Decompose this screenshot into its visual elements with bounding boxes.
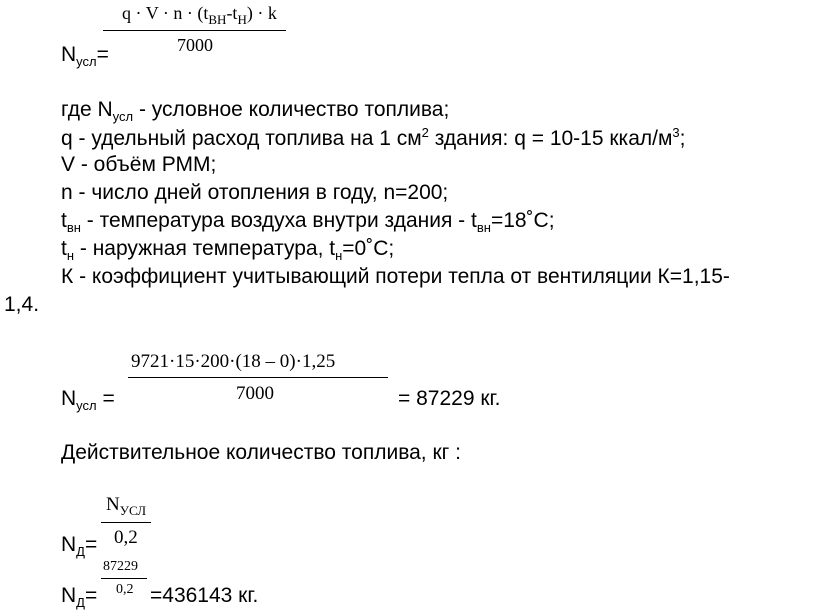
formula-2-result: = 87229 кг.: [398, 387, 501, 410]
formula-2-numerator: 9721·15·200·(18 – 0)·1,25: [131, 351, 336, 372]
formula-1-fraction-bar: [103, 30, 286, 31]
formula-2-fraction-bar: [128, 377, 388, 378]
legend-line-k: К - коэффициент учитывающий потери тепла от вентиляции К=1,15-: [61, 265, 730, 288]
formula-3-denominator: 0,2: [114, 527, 138, 548]
formula-1-denominator: 7000: [177, 35, 213, 55]
formula-3-lhs: $N_Д=$: [61, 533, 98, 559]
legend-line-n: n - число дней отопления в году, n=200;: [61, 181, 449, 204]
formula-4-result: =436143 кг.: [150, 584, 259, 607]
legend-line-k-cont: 1,4.: [4, 293, 40, 316]
legend-line-q: q - удельный расход топлива на 1 $см^2$ здания: q = 10-15 ккал/$м^3$;: [61, 125, 686, 150]
formula-4-numerator: 87229: [103, 559, 138, 574]
legend-line-tvn: $t_{вн}$ - температура воздуха внутри здания - $t_{вн}=18˚С$;: [61, 209, 555, 235]
legend-line-tn: $t_н$ - наружная температура, $t_н=0˚С$;: [61, 237, 395, 263]
actual-quantity-heading: Действительное количество топлива, кг :: [61, 441, 461, 464]
formula-1-lhs: $N_{усл}=$: [61, 43, 109, 69]
legend-line-nusl: где $N_{усл}$ - условное количество топлива;: [61, 98, 450, 124]
formula-2-lhs: $N_{усл}$ =: [61, 387, 115, 413]
formula-3-numerator: $N_{УСЛ}$: [106, 494, 147, 518]
formula-3-fraction-bar: [101, 522, 151, 523]
formula-1-numerator: $q \cdot V \cdot n \cdot (t_{ВН}-t_Н) \cdot k$: [122, 3, 277, 27]
formula-4-lhs: $N_Д=$: [61, 584, 98, 610]
formula-4-fraction-bar: [101, 578, 147, 579]
formula-4-denominator: 0,2: [116, 582, 134, 597]
legend-line-v: V - объём РММ;: [61, 153, 217, 176]
formula-2-denominator: 7000: [236, 383, 274, 404]
